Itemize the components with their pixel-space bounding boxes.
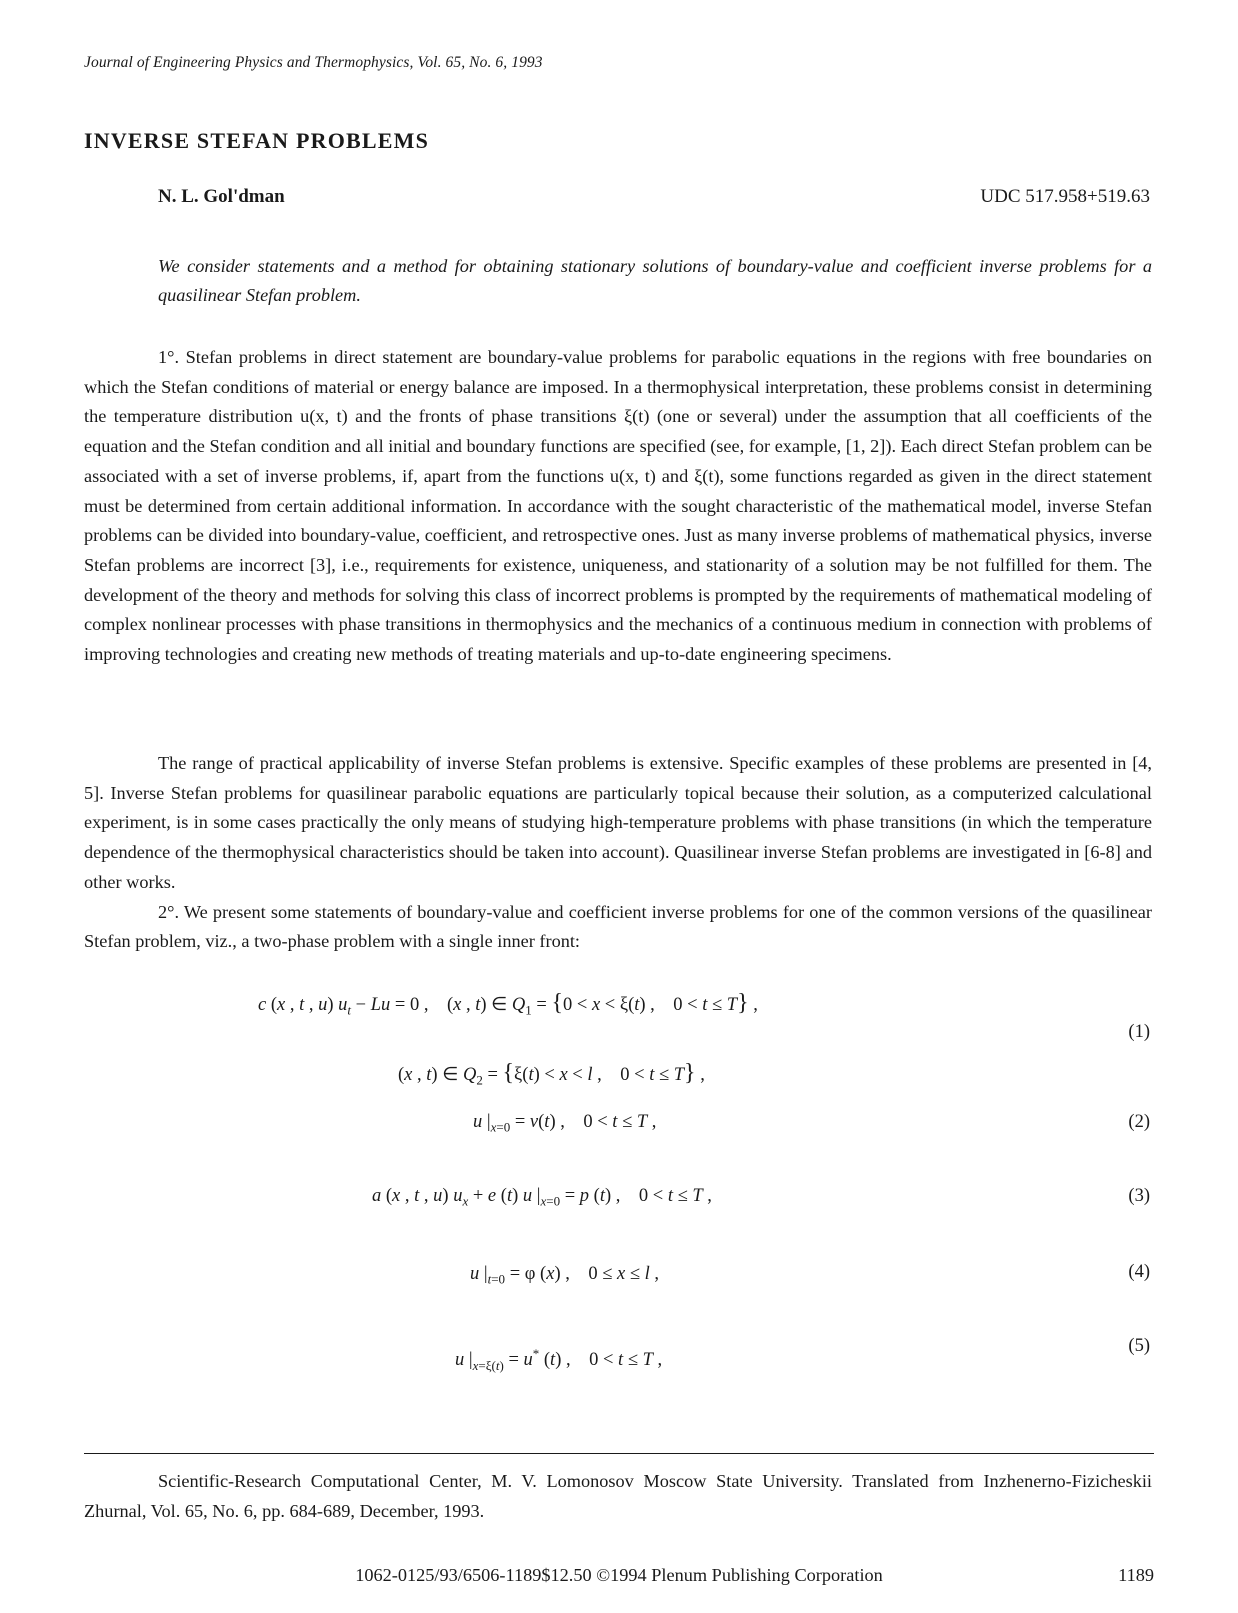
equation-4: u $|_{t=0} = \varphi$ (x) , 0 ≤ x ≤ l , [470, 1264, 660, 1287]
article-title: INVERSE STEFAN PROBLEMS [84, 128, 430, 153]
paragraph-1: 1°. Stefan problems in direct statement are boundary-value problems for parabolic equations in the regions with free boundaries on which the Stefan conditions of material or energy balance are imposed. In a thermophysical interpretation, these problems consist in determining the temperature distribution u(x, t) and the fronts of phase transitions ξ(t) (one or several) under the assumption that all coefficients of the equation and the Stefan condition and all initial and boundary functions are specified (see, for example, [1, 2]). Each direct Stefan problem can be associated with a set of inverse problems, if, apart from the functions u(x, t) and ξ(t), some functions regarded as given in the direct statement must be determined from certain additional information. In accordance with the sought characteristic of the mathematical model, inverse Stefan problems can be divided into boundary-value, coefficient, and retrospective ones. Just as many inverse problems of mathematical physics, inverse Stefan problems are incorrect [3], i.e., requirements for existence, uniqueness, and stationarity of a solution may be not fulfilled for them. The development of the theory and methods for solving this class of incorrect problems is prompted by the requirements of mathematical modeling of complex nonlinear processes with phase transitions in thermophysics and the mechanics of a continuous medium in connection with problems of improving technologies and creating new methods of treating materials and up-to-date engineering specimens. [84, 347, 1152, 665]
equation-5-number: (5) [1128, 1336, 1150, 1356]
udc-code: UDC 517.958+519.63 [980, 186, 1150, 207]
body-section-2 [84, 749, 1152, 957]
equation-5: u $|_{x=\xi(t)} = u^*$ (t) , 0 < t ≤ T , [455, 1346, 663, 1373]
abstract: We consider statements and a method for obtaining stationary solutions of boundary-value and coefficient inverse problems for a quasilinear Stefan problem. [158, 256, 1152, 305]
journal-header: Journal of Engineering Physics and Thermophysics, Vol. 65, No. 6, 1993 [84, 54, 543, 71]
footnote-divider [84, 1453, 1154, 1454]
paragraph-2: The range of practical applicability of inverse Stefan problems is extensive. Specific examples of these problems are presented in [4, 5]. Inverse Stefan problems for quasilinear parabolic equations are particularly topical because their solution, as a computerized calculational experiment, is in some cases practically the only means of studying high-temperature problems with phase transitions (in which the temperature dependence of the thermophysical characteristics should be taken into account). Quasilinear inverse Stefan problems are investigated in [6-8] and other works. [84, 753, 1152, 892]
equation-1-line-1: c (x , t , u) $u_t - Lu = 0$ , (x , t) ∈ $Q_1 = \{0 < x < \xi(t)$ , 0 < t ≤ T} , [258, 990, 758, 1018]
author-name: N. L. Gol'dman [158, 186, 285, 207]
equation-3-number: (3) [1128, 1186, 1150, 1206]
copyright-line: 1062-0125/93/6506-1189$12.50 ©1994 Plenum Publishing Corporation [355, 1565, 883, 1585]
footnote-text: Scientific-Research Computational Center, M. V. Lomonosov Moscow State University. Translated from Inzhenerno-Fizicheskii Zhurnal, Vol. 65, No. 6, pp. 684-689, December, 1993. [84, 1471, 1152, 1521]
equation-2-number: (2) [1128, 1112, 1150, 1132]
body-section-1 [84, 343, 1152, 670]
page-number: 1189 [1118, 1565, 1154, 1585]
equation-1-line-2: (x , t) ∈ $Q_2 = \{\xi(t) < x < l$ , 0 < t ≤ T} , [398, 1060, 705, 1088]
paragraph-3: 2°. We present some statements of boundary-value and coefficient inverse problems for one of the common versions of the quasilinear Stefan problem, viz., a two-phase problem with a single inner front: [84, 901, 1152, 952]
equation-1-number: (1) [1128, 1022, 1150, 1042]
footnote [84, 1466, 1152, 1526]
equation-4-number: (4) [1128, 1262, 1150, 1282]
equation-3: a (x , t , u) $u_x + e$ (t) u $|_{x=0} = p$ (t) , 0 < t ≤ T , [372, 1186, 712, 1209]
equation-2: u $|_{x=0} = v(t)$ , 0 < t ≤ T , [473, 1112, 657, 1135]
